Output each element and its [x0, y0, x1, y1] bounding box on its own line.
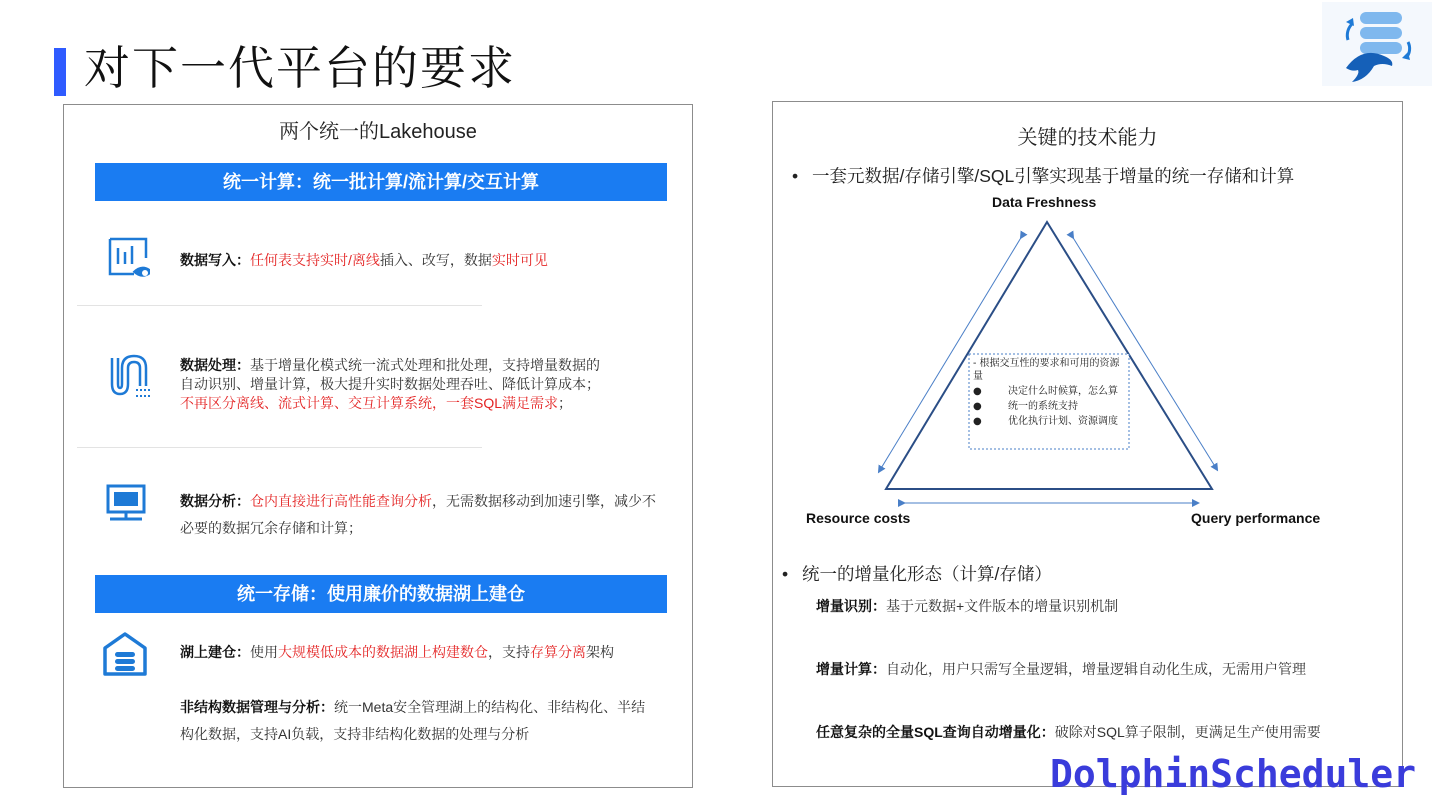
incremental-compute-label: 增量计算：	[816, 661, 886, 677]
data-write-highlight-1: 任何表支持实时/离线	[250, 252, 380, 268]
triangle-note-box	[973, 357, 1123, 428]
data-processing-text: 基于增量化模式统一流式处理和批处理，支持增量数据的自动识别、增量计算，极大提升实时数据处理吞吐、降低计算成本；	[180, 357, 600, 392]
lake-warehouse-text-1: 使用	[250, 644, 278, 660]
data-analysis-highlight: 仓内直接进行高性能查询分析	[250, 493, 432, 509]
lake-warehouse-highlight-2: 存算分离	[530, 644, 586, 660]
bullet-unified-engine: • 一套元数据/存储引擎/SQL引擎实现基于增量的统一存储和计算	[792, 166, 1295, 186]
triangle-note-head: - 根据交互性的要求和可用的资源量	[973, 358, 1120, 382]
unstructured-data-label: 非结构数据管理与分析：	[180, 699, 334, 715]
lake-warehouse-text-3: 架构	[586, 644, 614, 660]
incremental-identify-text: 基于元数据+文件版本的增量识别机制	[886, 598, 1119, 614]
tech-capability-title: 关键的技术能力	[1017, 127, 1158, 149]
data-analysis-label: 数据分析：	[180, 493, 250, 509]
data-analysis-text: ，无需数据移动到加速引擎，减少不必要的数据冗余存储和计算；	[180, 493, 656, 536]
lakehouse-panel	[63, 104, 693, 788]
data-write-text: 插入、改写，数据	[379, 252, 492, 268]
unstructured-data-row	[180, 694, 650, 748]
row-divider	[77, 305, 482, 306]
unstructured-data-text: 统一Meta安全管理湖上的结构化、非结构化、半结构化数据，支持AI负载，支持非结构化数据的处理与分析	[180, 699, 646, 742]
lake-warehouse-label: 湖上建仓：	[180, 644, 250, 660]
warehouse-icon	[103, 632, 147, 676]
unified-compute-header: 统一计算：统一批计算/流计算/交互计算	[95, 163, 667, 201]
incremental-identify-item	[816, 596, 1118, 616]
row-divider	[77, 447, 482, 448]
data-write-row	[180, 251, 640, 270]
title-accent-bar	[54, 48, 66, 96]
lakehouse-panel-title: 两个统一的Lakehouse	[279, 121, 477, 143]
auto-incremental-sql-item	[816, 722, 1321, 742]
auto-incremental-sql-text: 破除对SQL算子限制，更满足生产使用需要	[1054, 724, 1321, 740]
resource-costs-label: Resource costs	[806, 510, 911, 526]
data-write-label: 数据写入：	[180, 252, 250, 268]
monitor-icon	[106, 482, 150, 526]
pipeline-icon	[106, 354, 150, 398]
data-processing-label: 数据处理：	[180, 357, 250, 373]
dolphinscheduler-brand: DolphinScheduler	[1050, 752, 1417, 796]
triangle-note-item: ● 决定什么时候算，怎么算	[973, 386, 1118, 397]
incremental-compute-text: 自动化，用户只需写全量逻辑，增量逻辑自动化生成，无需用户管理	[886, 661, 1306, 677]
unified-storage-header: 统一存储：使用廉价的数据湖上建仓	[95, 575, 667, 613]
lake-warehouse-row	[180, 643, 666, 662]
data-processing-highlight: 不再区分离线、流式计算、交互计算系统，一套SQL满足需求	[180, 395, 559, 411]
data-processing-row	[180, 356, 604, 413]
lake-warehouse-text-2: ，支持	[488, 644, 530, 660]
dolphin-database-icon	[1322, 2, 1432, 86]
bullet-incremental-text: 统一的增量化形态（计算/存储）	[802, 564, 1052, 584]
page-title: 对下一代平台的要求	[84, 41, 516, 95]
triangle-note-item: ● 优化执行计划、资源调度	[973, 416, 1118, 427]
data-write-highlight-2: 实时可见	[491, 252, 548, 268]
data-processing-end: ；	[558, 395, 573, 411]
bullet-unified-engine-text: 一套元数据/存储引擎/SQL引擎实现基于增量的统一存储和计算	[812, 166, 1295, 186]
incremental-identify-label: 增量识别：	[816, 598, 886, 614]
query-performance-label: Query performance	[1191, 510, 1321, 526]
bullet-incremental: • 统一的增量化形态（计算/存储）	[782, 564, 1052, 584]
incremental-compute-item	[816, 659, 1306, 679]
chart-eye-icon	[106, 236, 150, 280]
lake-warehouse-highlight-1: 大规模低成本的数据湖上构建数仓	[278, 644, 488, 660]
triangle-note-item: ● 统一的系统支持	[973, 401, 1078, 412]
auto-incremental-sql-label: 任意复杂的全量SQL查询自动增量化：	[816, 724, 1055, 740]
data-freshness-label: Data Freshness	[992, 194, 1097, 210]
data-analysis-row	[180, 488, 666, 542]
